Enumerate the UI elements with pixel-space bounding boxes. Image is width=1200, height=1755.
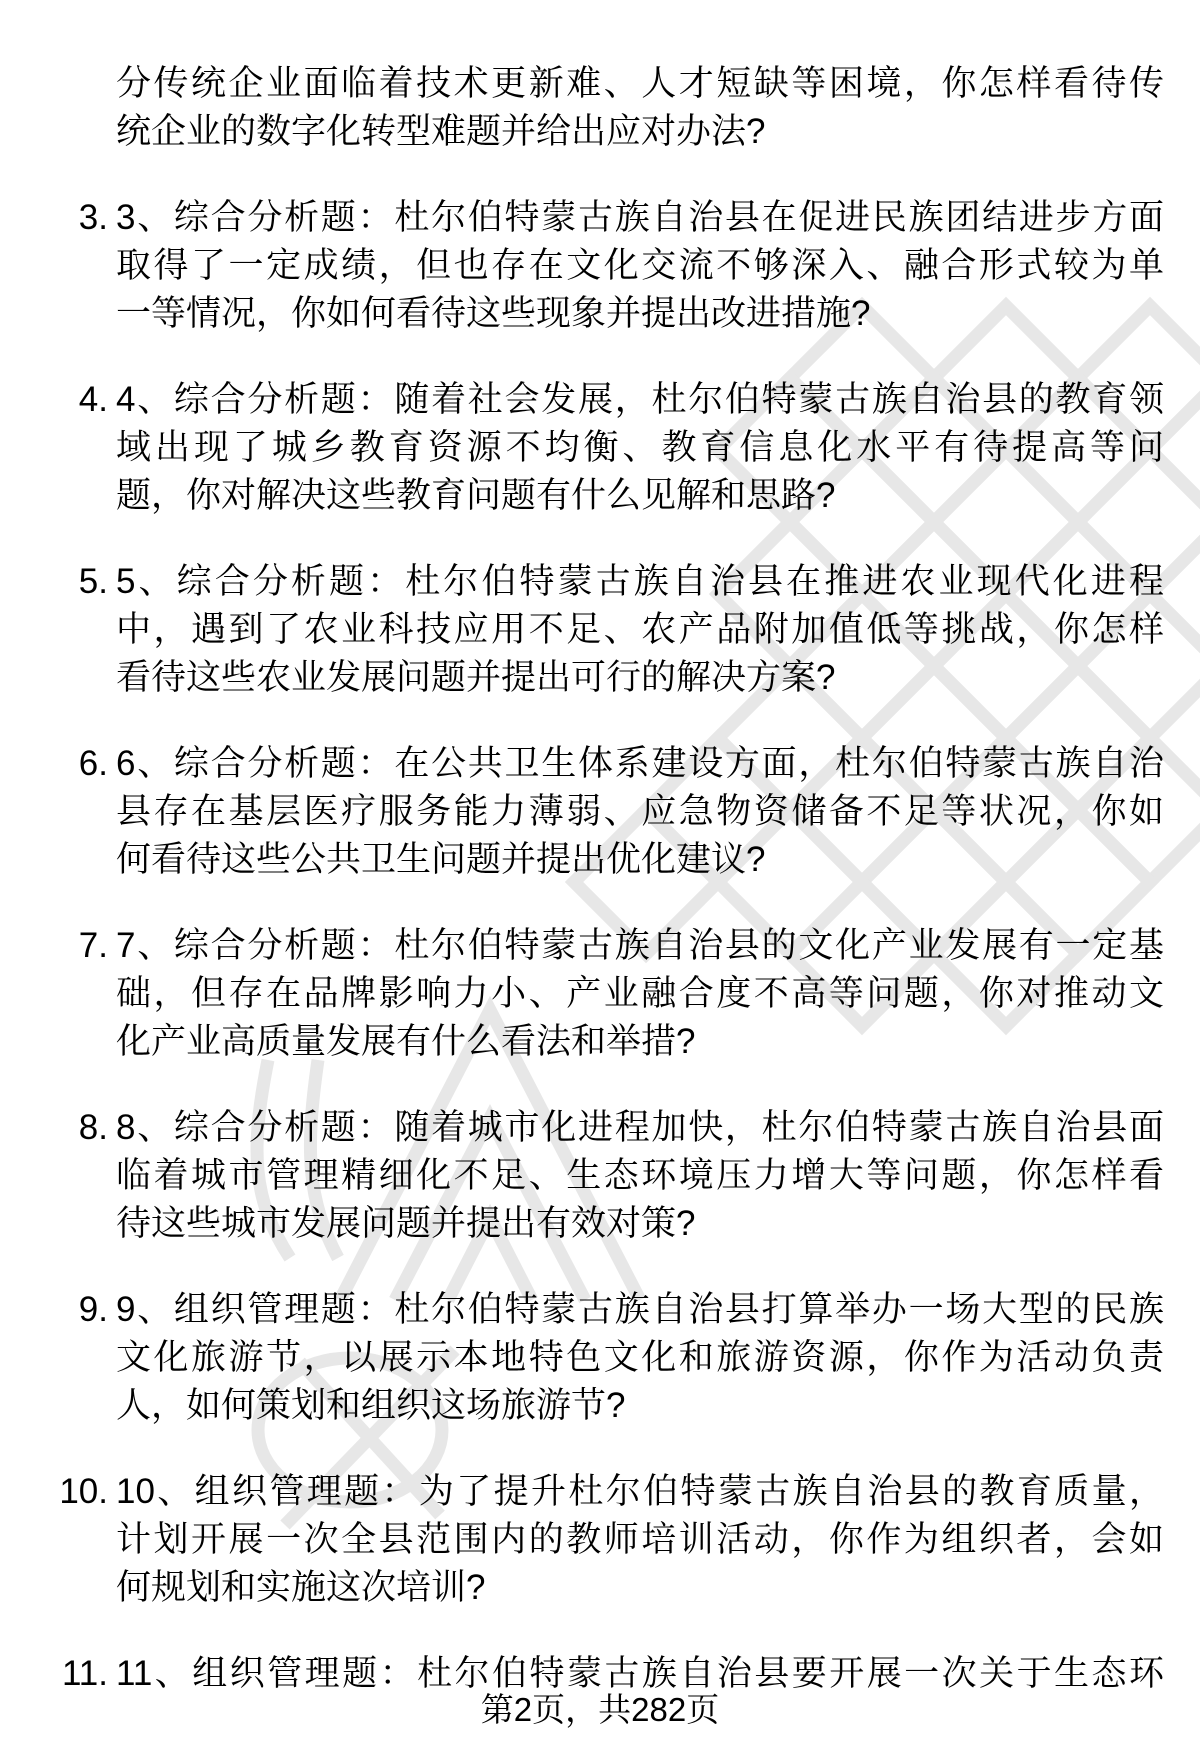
question-line: 何规划和实施这次培训? [116,1568,486,1607]
list-item-5 [30,558,1164,702]
list-item-4 [30,376,1164,520]
question-line: 11、组织管理题：杜尔伯特蒙古族自治县要开展一次关于生态环 [116,1654,1164,1693]
question-list [30,60,1164,1736]
question-line: 分传统企业面临着技术更新难、人才短缺等困境，你怎样看待传 [116,64,1164,103]
item-marker: 3. [78,198,108,237]
question-line: 取得了一定成绩，但也存在文化交流不够深入、融合形式较为单 [116,246,1164,285]
question-line: 人，如何策划和组织这场旅游节? [116,1386,626,1425]
item-marker: 11. [61,1654,108,1693]
list-item-3 [30,194,1164,338]
list-item-6 [30,740,1164,884]
question-line: 统企业的数字化转型难题并给出应对办法? [116,112,766,151]
question-line: 域出现了城乡教育资源不均衡、教育信息化水平有待提高等问 [116,428,1164,467]
list-item-10 [30,1468,1164,1612]
question-line: 10、组织管理题：为了提升杜尔伯特蒙古族自治县的教育质量， [116,1472,1164,1511]
question-line: 6、综合分析题：在公共卫生体系建设方面，杜尔伯特蒙古族自治 [116,744,1164,783]
question-line: 7、综合分析题：杜尔伯特蒙古族自治县的文化产业发展有一定基 [116,926,1164,965]
question-line: 看待这些农业发展问题并提出可行的解决方案? [116,658,836,697]
list-item-9 [30,1286,1164,1430]
question-line: 一等情况，你如何看待这些现象并提出改进措施? [116,294,871,333]
question-line: 临着城市管理精细化不足、生态环境压力增大等问题，你怎样看 [116,1156,1164,1195]
item-text [116,1286,1164,1430]
question-line: 8、综合分析题：随着城市化进程加快，杜尔伯特蒙古族自治县面 [116,1108,1164,1147]
question-line: 计划开展一次全县范围内的教师培训活动，你作为组织者，会如 [116,1520,1164,1559]
item-marker: 8. [78,1108,108,1147]
question-line: 待这些城市发展问题并提出有效对策? [116,1204,696,1243]
item-marker: 5. [78,562,108,601]
question-line: 县存在基层医疗服务能力薄弱、应急物资储备不足等状况，你如 [116,792,1164,831]
question-line: 文化旅游节，以展示本地特色文化和旅游资源，你作为活动负责 [116,1338,1164,1377]
list-item-8 [30,1104,1164,1248]
question-line: 础，但存在品牌影响力小、产业融合度不高等问题，你对推动文 [116,974,1164,1013]
question-line: 何看待这些公共卫生问题并提出优化建议? [116,840,766,879]
item-marker: 9. [78,1290,108,1329]
item-text [116,194,1164,338]
question-line: 中，遇到了农业科技应用不足、农产品附加值低等挑战，你怎样 [116,610,1164,649]
item-marker: 6. [78,744,108,783]
item-text [116,558,1164,702]
page-footer: 第2页，共282页 [480,1691,720,1728]
continuation-paragraph [116,60,1164,156]
item-marker: 7. [78,926,108,965]
list-item-7 [30,922,1164,1066]
question-line: 3、综合分析题：杜尔伯特蒙古族自治县在促进民族团结进步方面 [116,198,1164,237]
question-line: 4、综合分析题：随着社会发展，杜尔伯特蒙古族自治县的教育领 [116,380,1164,419]
item-text [116,1104,1164,1248]
item-text [116,376,1164,520]
item-text [116,922,1164,1066]
question-line: 5、综合分析题：杜尔伯特蒙古族自治县在推进农业现代化进程 [116,562,1164,601]
item-marker: 10. [59,1472,108,1511]
question-line: 题，你对解决这些教育问题有什么见解和思路? [116,476,836,515]
item-marker: 4. [78,380,108,419]
item-text [116,740,1164,884]
question-line: 9、组织管理题：杜尔伯特蒙古族自治县打算举办一场大型的民族 [116,1290,1164,1329]
item-text [116,1468,1164,1612]
question-line: 化产业高质量发展有什么看法和举措? [116,1022,696,1061]
